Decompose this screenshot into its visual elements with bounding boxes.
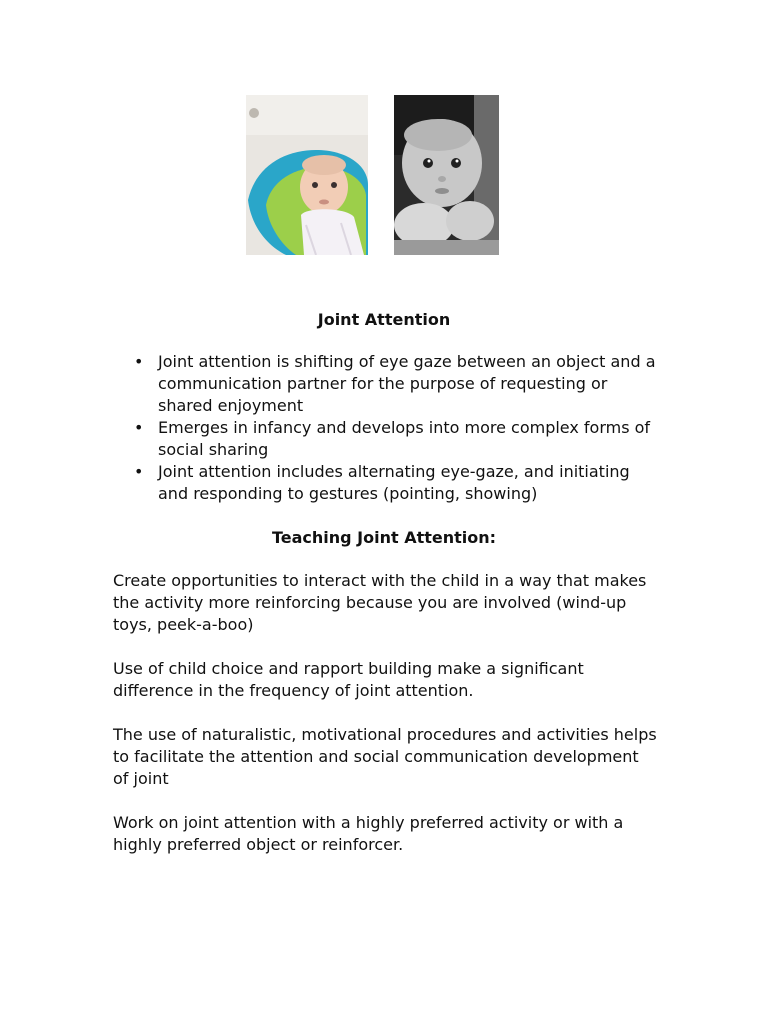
- bullet-text: Joint attention includes alternating eye-gaze, and initiating and responding to gestures (pointing, showing): [158, 462, 630, 503]
- paragraph: Work on joint attention with a highly preferred activity or with a highly preferred object or reinforcer.: [113, 813, 624, 854]
- page-title: Joint Attention: [317, 310, 451, 329]
- baby-bath-photo: [246, 95, 368, 255]
- bullet-marker: •: [134, 352, 144, 371]
- bullet-marker: •: [134, 462, 144, 481]
- paragraph: Create opportunities to interact with the child in a way that makes the activity more reinforcing because you are involved (wind-up toys, peek-a-boo): [113, 571, 647, 634]
- bullet-list: [134, 351, 664, 505]
- bullet-marker: •: [134, 418, 144, 437]
- bullet-text: Joint attention is shifting of eye gaze between an object and a communication partner for the purpose of requesting or shared enjoyment: [158, 352, 656, 415]
- bullet-text: Emerges in infancy and develops into more complex forms of social sharing: [158, 418, 651, 459]
- baby-bath-illustration: [246, 95, 368, 255]
- baby-portrait-photo: [394, 95, 499, 255]
- bullet-item: [134, 417, 664, 461]
- paragraph: Use of child choice and rapport building make a significant difference in the frequency of joint attention.: [113, 659, 584, 700]
- baby-portrait-illustration: [394, 95, 499, 255]
- bullet-item: [134, 461, 664, 505]
- bullet-item: [134, 351, 664, 417]
- paragraph: The use of naturalistic, motivational procedures and activities helps to facilitate the attention and social communication development of joint: [113, 725, 657, 788]
- section-heading: Teaching Joint Attention:: [271, 528, 497, 547]
